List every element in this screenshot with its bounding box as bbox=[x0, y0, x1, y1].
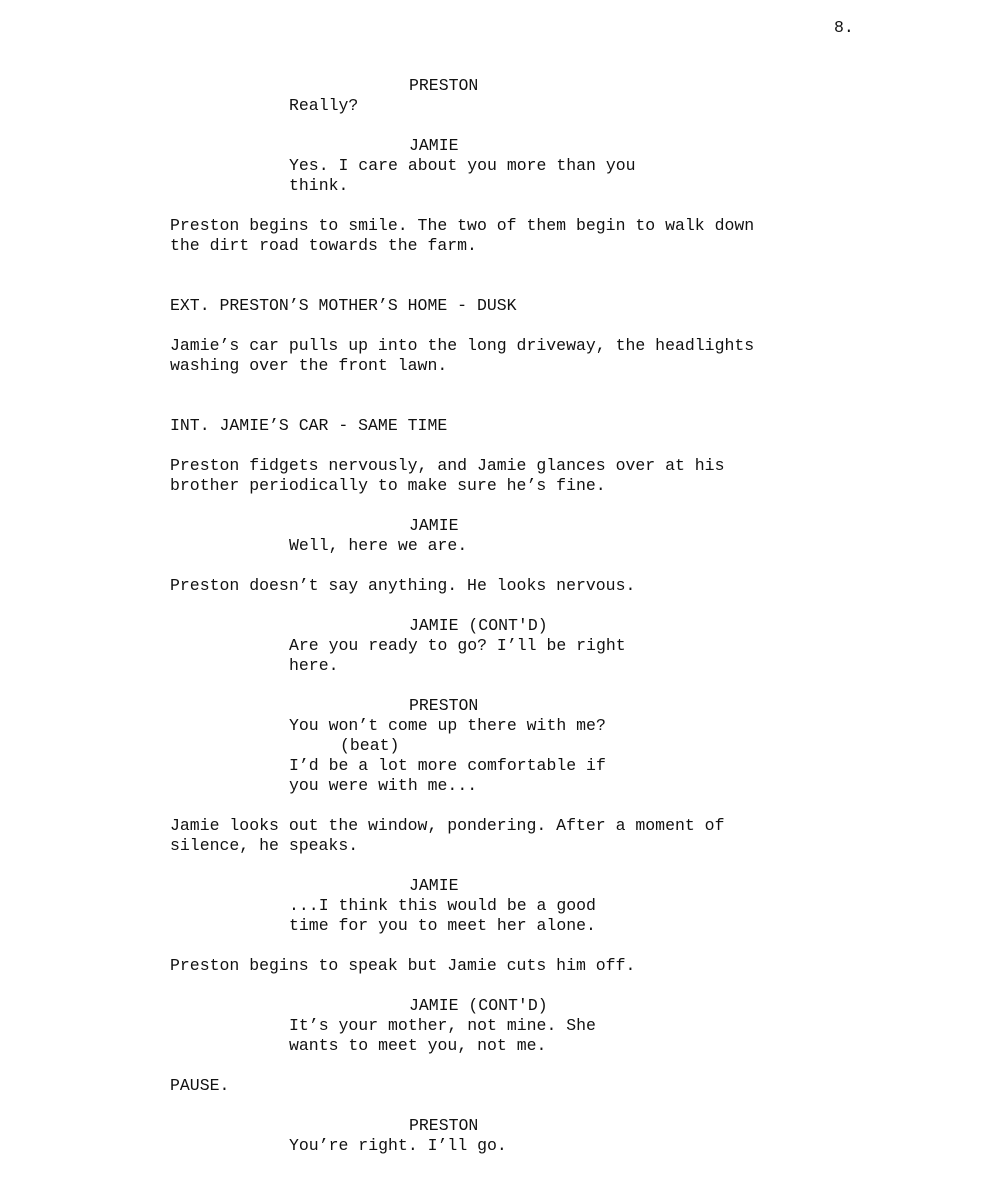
dialogue-block bbox=[170, 616, 870, 676]
dialogue-block bbox=[170, 516, 870, 556]
dialogue-line: You won’t come up there with me? bbox=[289, 716, 606, 735]
action-block bbox=[170, 576, 870, 596]
dialogue-line: wants to meet you, not me. bbox=[289, 1036, 547, 1055]
dialogue-line: time for you to meet her alone. bbox=[289, 916, 596, 935]
action-block bbox=[170, 216, 870, 256]
dialogue-line: ...I think this would be a good bbox=[289, 896, 596, 915]
dialogue-line: Well, here we are. bbox=[289, 536, 468, 555]
action-line: washing over the front lawn. bbox=[170, 356, 448, 375]
dialogue-line: It’s your mother, not mine. She bbox=[289, 1016, 596, 1035]
action-line: brother periodically to make sure he’s fine. bbox=[170, 476, 606, 495]
character-name: JAMIE (CONT'D) bbox=[409, 616, 548, 635]
dialogue-line: Are you ready to go? I’ll be right bbox=[289, 636, 626, 655]
dialogue-line: here. bbox=[289, 656, 339, 675]
parenthetical: (beat) bbox=[340, 736, 400, 755]
screenplay-page bbox=[170, 76, 870, 1176]
dialogue-block bbox=[170, 876, 870, 936]
dialogue-line: you were with me... bbox=[289, 776, 478, 795]
page-number: 8. bbox=[834, 18, 854, 37]
dialogue-block bbox=[170, 996, 870, 1056]
action-line: silence, he speaks. bbox=[170, 836, 359, 855]
scene-heading-text: EXT. PRESTON’S MOTHER’S HOME - DUSK bbox=[170, 296, 517, 315]
dialogue-block bbox=[170, 1116, 870, 1156]
action-line: Jamie looks out the window, pondering. After a moment of bbox=[170, 816, 725, 835]
character-name: PRESTON bbox=[409, 1116, 479, 1135]
action-line: Preston begins to speak but Jamie cuts him off. bbox=[170, 956, 636, 975]
dialogue-block bbox=[170, 696, 870, 796]
action-block bbox=[170, 456, 870, 496]
dialogue-block bbox=[170, 136, 870, 196]
dialogue-line: Really? bbox=[289, 96, 359, 115]
action-block bbox=[170, 816, 870, 856]
dialogue-line: You’re right. I’ll go. bbox=[289, 1136, 507, 1155]
action-line: PAUSE. bbox=[170, 1076, 230, 1095]
action-line: Jamie’s car pulls up into the long driveway, the headlights bbox=[170, 336, 755, 355]
action-line: Preston doesn’t say anything. He looks nervous. bbox=[170, 576, 636, 595]
action-line: the dirt road towards the farm. bbox=[170, 236, 477, 255]
scene-heading bbox=[170, 416, 870, 436]
character-name: JAMIE (CONT'D) bbox=[409, 996, 548, 1015]
dialogue-line: I’d be a lot more comfortable if bbox=[289, 756, 606, 775]
character-name: PRESTON bbox=[409, 696, 479, 715]
action-line: Preston begins to smile. The two of them begin to walk down bbox=[170, 216, 755, 235]
character-name: PRESTON bbox=[409, 76, 479, 95]
action-block bbox=[170, 336, 870, 376]
dialogue-line: think. bbox=[289, 176, 349, 195]
dialogue-line: Yes. I care about you more than you bbox=[289, 156, 636, 175]
character-name: JAMIE bbox=[409, 136, 459, 155]
action-block bbox=[170, 1076, 870, 1096]
scene-heading-text: INT. JAMIE’S CAR - SAME TIME bbox=[170, 416, 448, 435]
scene-heading bbox=[170, 296, 870, 316]
action-block bbox=[170, 956, 870, 976]
character-name: JAMIE bbox=[409, 516, 459, 535]
action-line: Preston fidgets nervously, and Jamie glances over at his bbox=[170, 456, 725, 475]
dialogue-block bbox=[170, 76, 870, 116]
character-name: JAMIE bbox=[409, 876, 459, 895]
